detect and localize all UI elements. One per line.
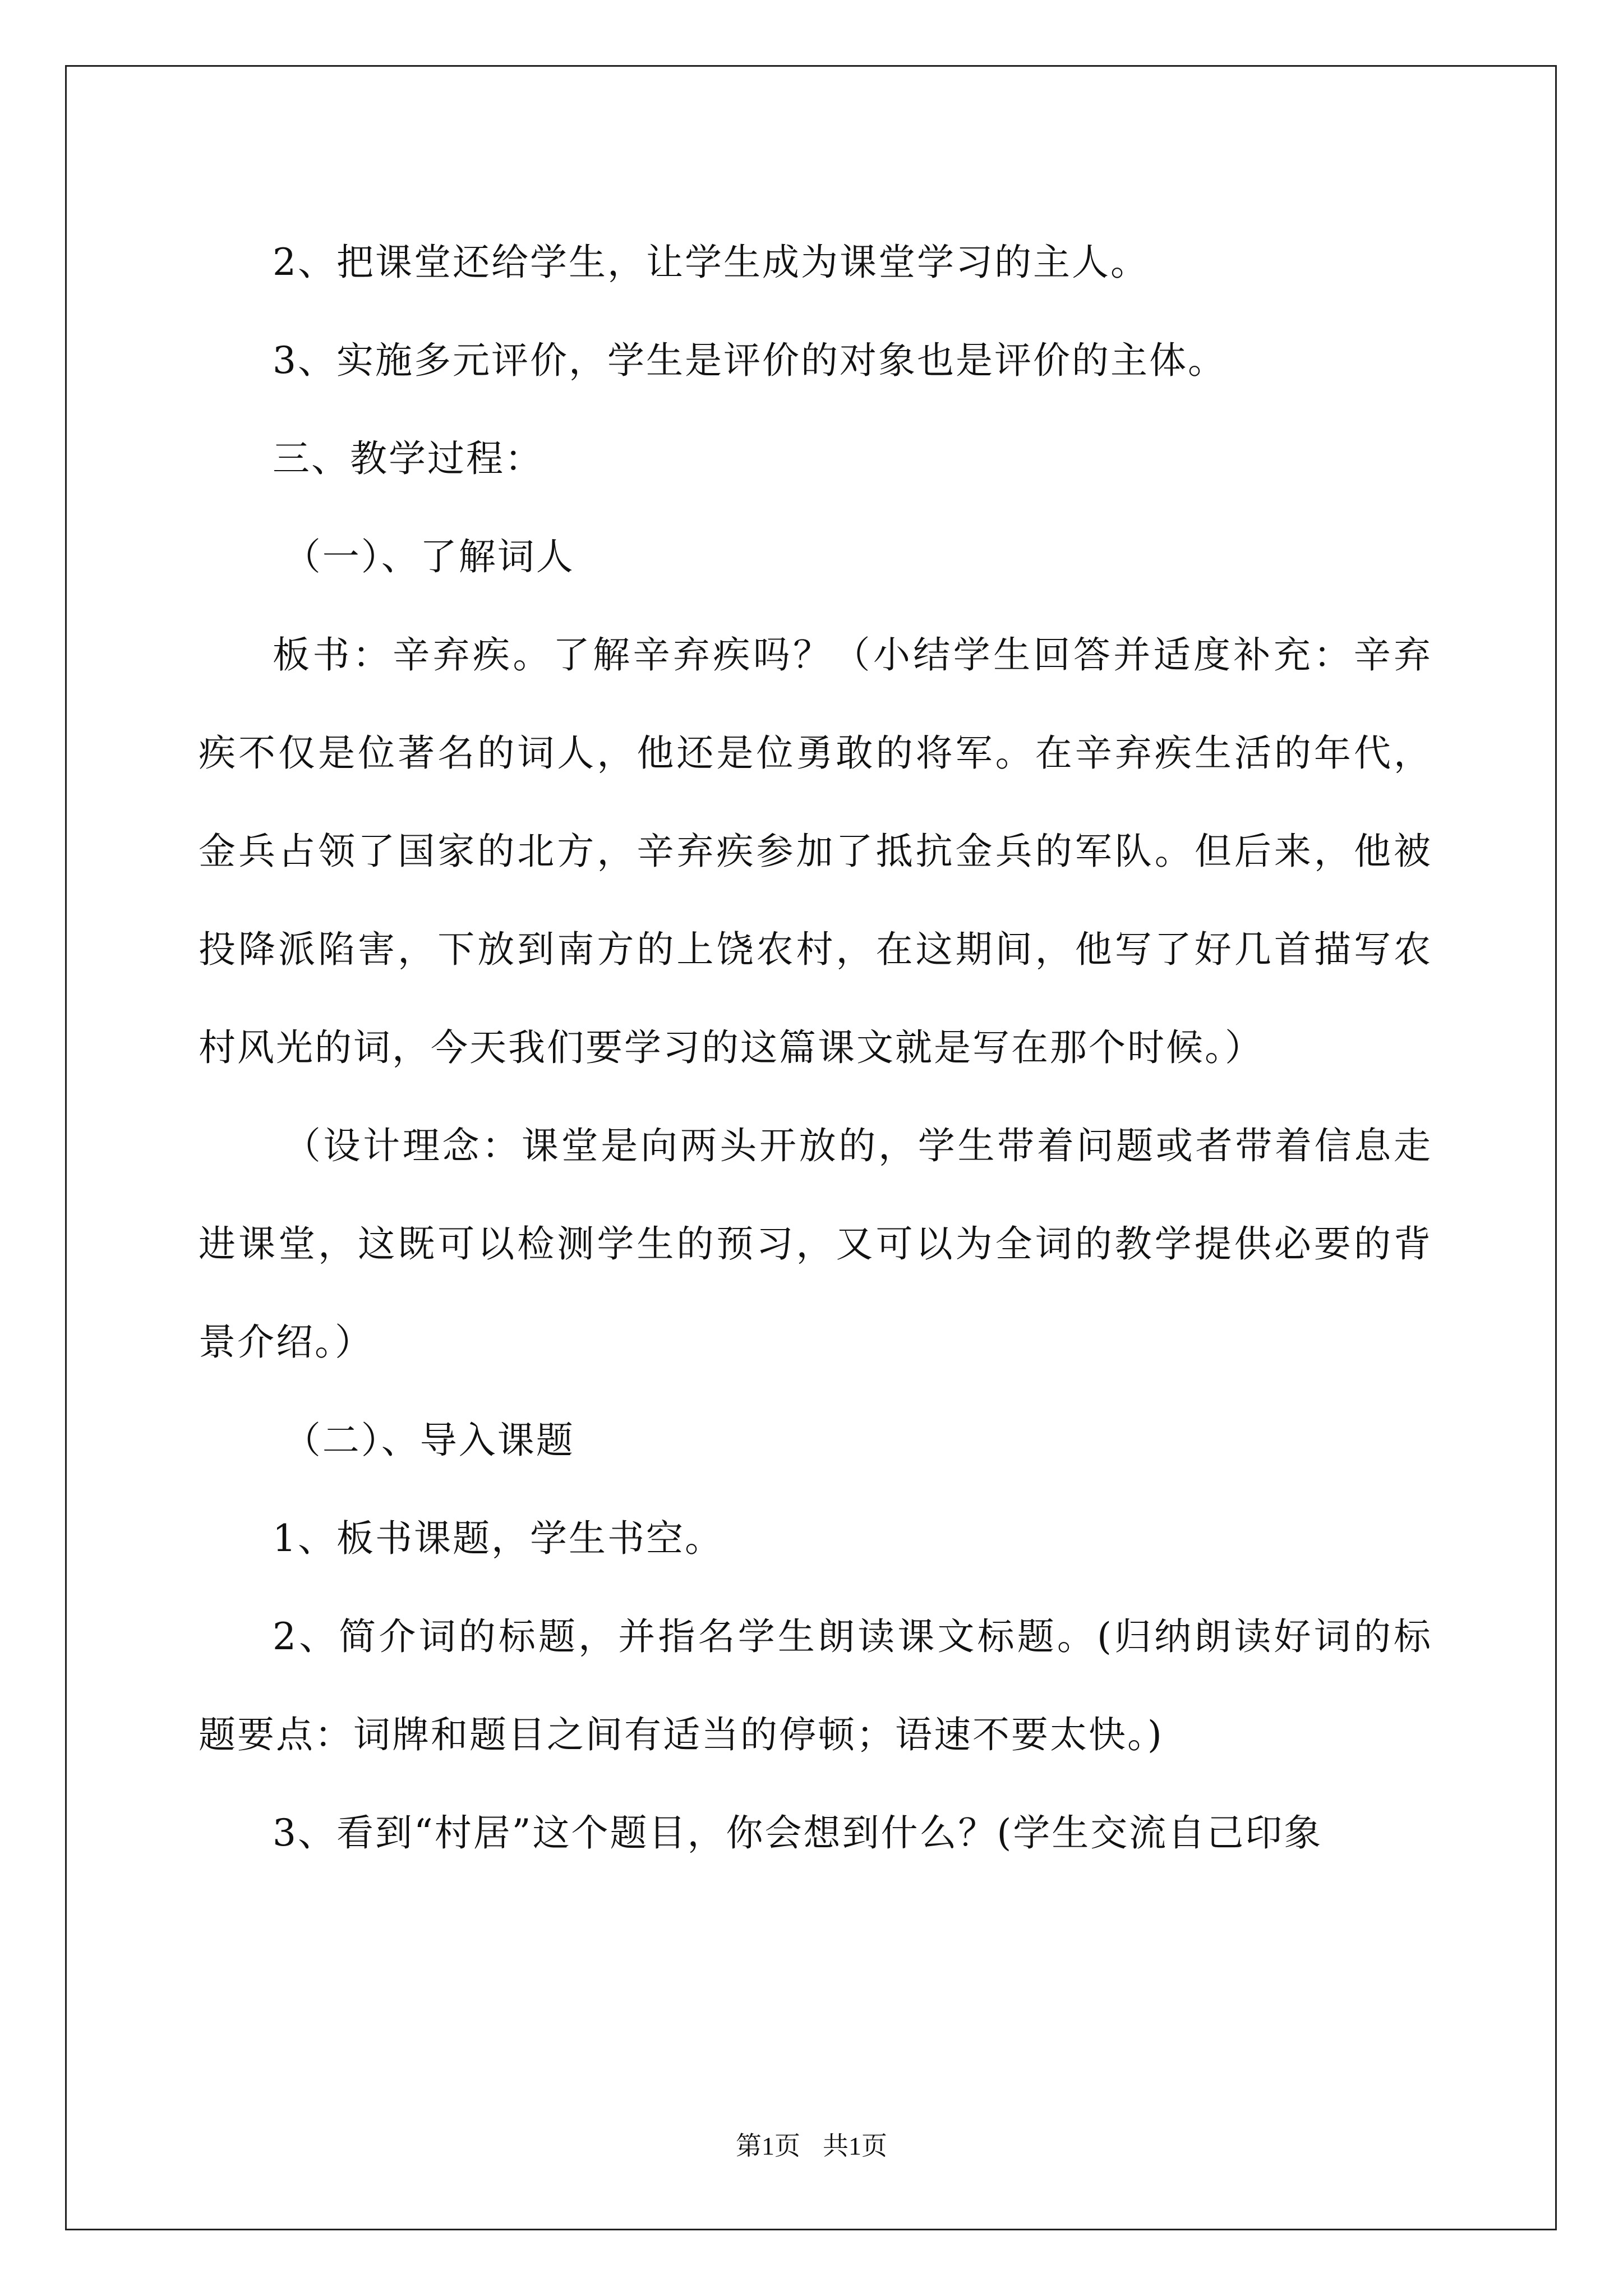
- document-body: [199, 213, 1432, 1882]
- paragraph-step-1: 1、板书课题，学生书空。: [273, 1517, 723, 1560]
- paragraph-1: 2、把课堂还给学生，让学生成为课堂学习的主人。: [273, 241, 1149, 284]
- section-heading: 三、教学过程：: [273, 437, 543, 480]
- paragraph-2: 3、实施多元评价，学生是评价的对象也是评价的主体。: [273, 339, 1227, 382]
- page-footer: [0, 2129, 1623, 2163]
- page-total: 共1页: [823, 2132, 887, 2160]
- paragraph-blackboard: 板书：辛弃疾。了解辛弃疾吗？（小结学生回答并适度补充：辛弃疾不仅是位著名的词人，他还是位勇敢的将军。在辛弃疾生活的年代，金兵占领了国家的北方，辛弃疾参加了抵抗金兵的军队。但后来，他被投降派陷害，下放到南方的上饶农村，在这期间，他写了好几首描写农村风光的词，今天我们要学习的这篇课文就是写在那个时候。）: [199, 633, 1432, 1069]
- paragraph-step-2: 2、简介词的标题，并指名学生朗读课文标题。(归纳朗读好词的标题要点：词牌和题目之间有适当的停顿；语速不要太快。): [199, 1615, 1432, 1756]
- paragraph-step-3: 3、看到“村居”这个题目，你会想到什么？(学生交流自己印象: [273, 1811, 1323, 1855]
- page-number: 第1页: [736, 2132, 800, 2160]
- subsection-heading-1: （一）、了解词人: [283, 535, 575, 578]
- subsection-heading-2: （二）、导入课题: [283, 1419, 575, 1462]
- paragraph-design-concept: （设计理念：课堂是向两头开放的，学生带着问题或者带着信息走进课堂，这既可以检测学生的预习，又可以为全词的教学提供必要的背景介绍。）: [199, 1124, 1432, 1364]
